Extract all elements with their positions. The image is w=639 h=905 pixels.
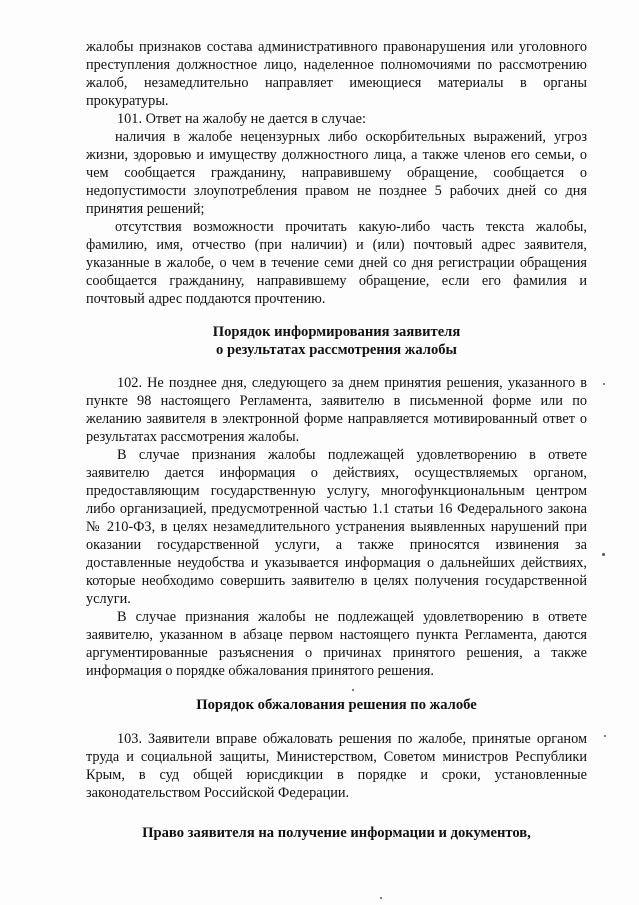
- paragraph-continuation: жалобы признаков состава административного правонарушения или уголовного преступления должностное лицо, наделенное полномочиями по рассмотрению жалоб, незамедлительно направляет имеющиеся материалы в органы прокуратуры.: [86, 39, 587, 109]
- scan-speck: [603, 383, 605, 385]
- paragraph-102-rejected: В случае признания жалобы не подлежащей удовлетворению в ответе заявителю, указанном в абзаце первом настоящего пункта Регламента, даются аргументированные разъяснения о причинах принятого решения, а также информация о порядке обжалования принятого решения.: [86, 609, 587, 679]
- paragraph-102: 102. Не позднее дня, следующего за днем принятия решения, указанного в пункте 98 настоящего Регламента, заявителю в письменной форме или по желанию заявителя в электронной форме направляется мотивированный ответ о результатах рассмотрения жалобы.: [86, 375, 587, 445]
- document-body: [86, 38, 587, 842]
- section-heading-appeal-text: Порядок обжалования решения по жалобе: [196, 697, 477, 713]
- paragraph-101-case-1: наличия в жалобе нецензурных либо оскорбительных выражений, угроз жизни, здоровью и имуществу должностного лица, а также членов его семьи, о чем сообщается гражданину, направившему обращение, сообщается о недопустимости злоупотребления правом не позднее 5 рабочих дней со дня принятия решений;: [86, 129, 587, 217]
- scan-speck: [602, 553, 605, 556]
- scan-speck: [380, 897, 382, 899]
- section-heading-rights: [86, 824, 587, 842]
- scan-speck: [604, 735, 606, 737]
- scan-speck: [352, 689, 354, 691]
- paragraph-103: 103. Заявители вправе обжаловать решения по жалобе, принятые органом труда и социальной защиты, Министерством, Советом министров Республики Крым, в суд общей юрисдикции в порядке и сроки, установленные законодательством Российской Федерации.: [86, 731, 587, 801]
- paragraph-101-intro: 101. Ответ на жалобу не дается в случае:: [117, 111, 366, 127]
- section-heading-informing-line-1: Порядок информирования заявителя: [212, 324, 461, 340]
- paragraph-102-satisfied: В случае признания жалобы подлежащей удовлетворению в ответе заявителю дается информация о действиях, осуществляемых органом, предоставляющим государственную услугу, многофункциональным центром либо организацией, предусмотренной частью 1.1 статьи 16 Федерального закона № 210-ФЗ, в целях незамедлительного устранения выявленных нарушений при оказании государственной услуги, а также приносятся извинения за доставленные неудобства и указывается информация о дальнейших действиях, которые необходимо совершить заявителю в целях получения государственной услуги.: [86, 447, 587, 607]
- section-heading-rights-text: Право заявителя на получение информации и документов,: [142, 825, 531, 841]
- section-heading-appeal: [86, 696, 587, 714]
- section-heading-informing: [86, 323, 587, 359]
- paragraph-101-case-2: отсутствия возможности прочитать какую-либо часть текста жалобы, фамилию, имя, отчество (при наличии) и (или) почтовый адрес заявителя, указанные в жалобе, о чем в течение семи дней со дня регистрации обращения сообщается гражданину, направившему обращение, если его фамилия и почтовый адрес поддаются прочтению.: [86, 219, 587, 307]
- section-heading-informing-line-2: о результатах рассмотрения жалобы: [216, 342, 457, 358]
